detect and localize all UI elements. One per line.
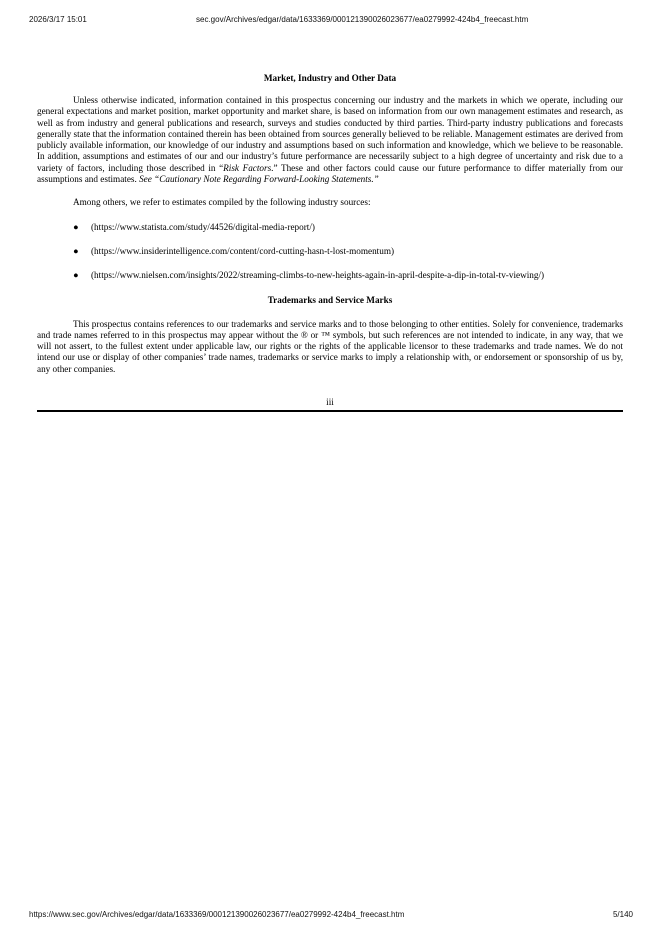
industry-sources-intro: Among others, we refer to estimates compiled by the following industry sources: [73,197,371,208]
document-body [37,72,623,412]
cautionary-note-reference[interactable]: See “Cautionary Note Regarding Forward-Looking Statements.” [139,174,379,185]
market-data-paragraph [37,95,623,185]
risk-factors-reference[interactable]: Risk Factors [223,162,272,173]
bullet-icon: ● [73,270,79,281]
trademarks-paragraph: This prospectus contains references to our trademarks and service marks and to those belonging to other entities. Solely for convenience, trademarks and trade names referred to in this prospectus may appear without the ® or ™ symbols, but such references are not intended to indicate, in any way, that we will not assert, to the fullest extent under applicable law, our rights or the rights of the applicable licensor to these trademarks and trade names. We do not intend our use or display of other companies’ trade names, trademarks or service marks to imply a relationship with, or endorsement or sponsorship of us by, any other companies. [37,318,623,374]
source-url-statista: (https://www.statista.com/study/44526/digital-media-report/) [91,221,315,232]
source-list-item [37,246,623,257]
market-data-paragraph-continued: .” These and other factors could cause our future performance to differ materially from our assumptions and estimates. [37,162,623,185]
bullet-icon: ● [73,245,79,256]
section-title-trademarks: Trademarks and Service Marks [267,294,393,305]
page-number: iii [326,397,334,408]
print-timestamp: 2026/3/17 15:01 [29,15,87,24]
section-title-market-data: Market, Industry and Other Data [263,73,397,83]
page-divider [37,410,623,412]
footer-url: https://www.sec.gov/Archives/edgar/data/1633369/000121390026023677/ea0279992-424b4_freecast.htm [29,910,405,919]
market-data-paragraph-main: Unless otherwise indicated, information contained in this prospectus concerning our industry and the markets in which we operate, including our general expectations and market position, market opportunity and market share, is based on information from our own management estimates and research, as well as from industry and general publications and research, surveys and studies conducted by third parties. Third-party industry publications and forecasts generally state that the information contained therein has been obtained from sources generally believed to be reliable. Management estimates are derived from publicly available information, our knowledge of our industry and assumptions based on such information and knowledge, which we believe to be reasonable. In addition, assumptions and estimates of our and our industry’s future performance are necessarily subject to a high degree of uncertainty and risk due to a variety of factors, including those described in “ [37,95,623,173]
source-url-nielsen: (https://www.nielsen.com/insights/2022/streaming-climbs-to-new-heights-again-in-april-despite-a-dip-in-total-tv-viewing/) [91,270,545,281]
source-url-insiderintelligence: (https://www.insiderintelligence.com/content/cord-cutting-hasn-t-lost-momentum) [91,245,395,256]
header-url: sec.gov/Archives/edgar/data/1633369/000121390026023677/ea0279992-424b4_freecast.htm [196,15,529,24]
bullet-icon: ● [73,221,79,232]
page-count: 5/140 [612,910,633,919]
source-list-item [37,270,623,281]
source-list-item [37,222,623,233]
